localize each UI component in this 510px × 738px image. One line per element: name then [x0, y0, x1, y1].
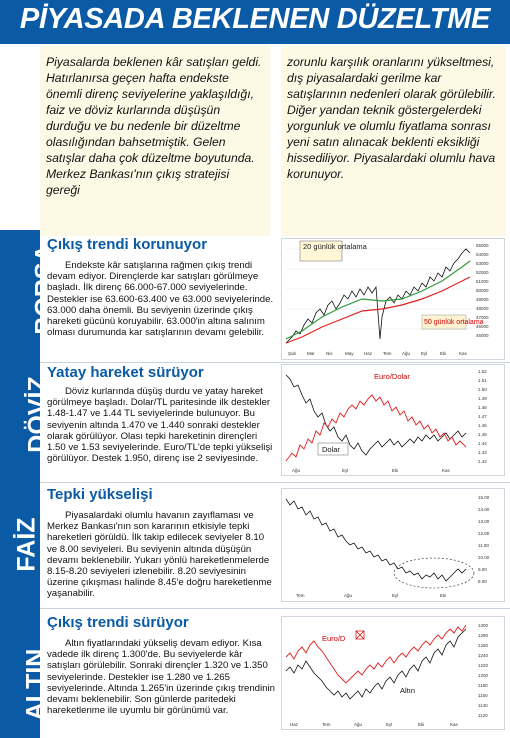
- doviz-ytick: 1.45: [478, 432, 487, 437]
- faiz-ytick: 11.00: [478, 543, 489, 548]
- borsa-ytick: 50000: [476, 288, 489, 293]
- faiz-ytick: 10.00: [478, 555, 490, 560]
- altin-ytick: 1160: [478, 693, 488, 698]
- borsa-xtick: Eki: [440, 351, 447, 356]
- chart-doviz: [281, 364, 505, 476]
- altin-ytick: 1140: [478, 703, 488, 708]
- faiz-ytick: 14.00: [478, 507, 490, 512]
- altin-eurodollar-line: [286, 625, 466, 683]
- section-title-borsa: Çıkış trendi korunuyor: [47, 236, 208, 253]
- borsa-ma20-label: 20 günlük ortalama: [303, 242, 367, 251]
- doviz-dollar-label: Dolar: [322, 445, 340, 454]
- altin-xtick: Eki: [418, 722, 425, 727]
- altin-xtick: Kas: [450, 722, 458, 727]
- faiz-ytick: 8.00: [478, 579, 487, 584]
- doviz-xtick: Eyl: [342, 468, 349, 473]
- chart-faiz-svg: [282, 489, 504, 601]
- doviz-ytick: 1.52: [478, 369, 487, 374]
- doviz-ytick: 1.51: [478, 378, 487, 383]
- section-divider: [40, 362, 510, 363]
- doviz-eurodollar-label: Euro/Dolar: [374, 372, 410, 381]
- side-label-altin: ALTIN: [21, 648, 50, 721]
- doviz-xtick: Ağu: [292, 468, 301, 473]
- altin-ytick: 1180: [478, 683, 488, 688]
- section-body-doviz: Döviz kurlarında düşüş durdu ve yatay hareket görülmeye başladı. Dolar/TL paritesinde ilk destekler 1.48-1.47 ve 1.44 TL seviyelerinde bulunuyor. Bu seviyenin altında 1.470 ve 1.440 sonraki destekler olarak görülüyor. Olası tepki hareketinin dirençleri 1.50 ve 1.53 seviyelerinde. Euro/TL'de tepki yükselişi görülüyor. Destek 1.950, direnç ise 2 seviyesinde.: [47, 386, 273, 465]
- borsa-xtick: Haz: [364, 351, 373, 356]
- doviz-ytick: 1.42: [478, 459, 487, 464]
- doviz-dollar-line: [286, 375, 466, 455]
- section-body-faiz: Piyasalardaki olumlu havanın zayıflaması ve Merkez Bankası'nın son kararının etkisiyle tepki hareketleri görüldü. İlk takip edilecek seviyeler 8.10 ve 8.00 seviyeleri. Bu seviyenin altında düşüşün devamı beklenebilir. Yukarı yönlü hareketlenmelerde 8.15-8.20 seviyeleri izlenebilir. 8.20 seviyesinin üzerine çıkışması halinde 8.45'e doğru hareketlenme yaşanabilir.: [47, 510, 272, 600]
- borsa-xtick: May: [345, 351, 354, 356]
- faiz-ytick: 13.00: [478, 519, 490, 524]
- faiz-ytick: 15.00: [478, 495, 490, 500]
- section-title-altin: Çıkış trendi sürüyor: [47, 614, 189, 631]
- faiz-xtick: Eki: [440, 593, 447, 598]
- doviz-ytick: 1.46: [478, 423, 487, 428]
- faiz-xtick: Ağu: [344, 593, 353, 598]
- borsa-ma50-label: 50 günlük ortalama: [424, 319, 484, 326]
- borsa-ytick: 45000: [476, 333, 489, 338]
- intro-text-left: Piyasalarda beklenen kâr satışları geldi. Hatırlanırsa geçen hafta endekste önemli direnç seviyelerine yaklaşıldığı, faiz ve döviz kurlarında düşüşün durduğu ve bu nedenle bir düzeltme olasılığından bahsetmiştik. Gelen satışlar daha çok düzeltme boyutunda. Merkez Bankası'nın çıkış stratejisi gereği: [46, 55, 262, 197]
- borsa-ytick: 49000: [476, 297, 489, 302]
- borsa-xtick: Ağu: [402, 351, 411, 356]
- borsa-ytick: 48000: [476, 306, 489, 311]
- chart-altin: [281, 616, 505, 730]
- chart-borsa-svg: [282, 239, 504, 359]
- doviz-ytick: 1.50: [478, 387, 487, 392]
- altin-ytick: 1300: [478, 623, 489, 628]
- headline-bar: [0, 0, 510, 44]
- section-body-borsa: Endekste kâr satışlarına rağmen çıkış trendi devam ediyor. Dirençlerde kar satışları görülmeye başladı. İlk direnç 66.000-67.000 seviyelerinde. Destekler ise 63.600-63.400 ve 63.000 seviyelerinde. 63.000 daha önemli. Bu seviyenin üzerinde çıkış hareketi gücünü koruyabilir. 63.000'in altına salınım olması durumunda kar satışlarının devamı gelebilir.: [47, 260, 274, 339]
- borsa-ytick: 54000: [476, 252, 489, 257]
- altin-xtick: Haz: [290, 722, 299, 727]
- borsa-xtick: Kas: [459, 351, 467, 356]
- section-title-faiz: Tepki yükselişi: [47, 486, 153, 503]
- altin-ytick: 1240: [478, 653, 489, 658]
- doviz-xtick: Kas: [442, 468, 450, 473]
- doviz-ytick: 1.47: [478, 414, 487, 419]
- chart-altin-svg: [282, 617, 504, 729]
- intro-text-right: zorunlu karşılık oranlarını yükseltmesi, dış piyasalardaki gerilme kar satışlarının nedenleri olarak görülebilir. Diğer yandan teknik göstergelerdeki yorgunluk ve olumlu fiyatlama sonrası yeni satın alınacak beklenti eksikliği hissediliyor. Piyasalardaki olumlu hava korunuyor.: [287, 55, 496, 181]
- altin-ytick: 1280: [478, 633, 489, 638]
- borsa-ytick: 53000: [476, 261, 489, 266]
- altin-gold-line: [286, 629, 466, 699]
- altin-ytick: 1220: [478, 663, 489, 668]
- doviz-ytick: 1.48: [478, 405, 487, 410]
- doviz-ytick: 1.49: [478, 396, 487, 401]
- borsa-xtick: Tem: [383, 351, 392, 356]
- faiz-ytick: 12.00: [478, 531, 490, 536]
- faiz-xtick: Eyl: [392, 593, 399, 598]
- altin-gold-label: Altın: [400, 686, 416, 695]
- borsa-ytick: 52000: [476, 270, 489, 275]
- section-title-doviz: Yatay hareket sürüyor: [47, 364, 204, 381]
- chart-faiz: [281, 488, 505, 602]
- doviz-ytick: 1.43: [478, 450, 487, 455]
- side-label-doviz: DÖVİZ: [23, 376, 52, 453]
- borsa-ma50-line: [286, 277, 470, 343]
- altin-xtick: Eyl: [386, 722, 393, 727]
- altin-ytick: 1260: [478, 643, 489, 648]
- section-divider: [40, 482, 510, 483]
- headline: PİYASADA BEKLENEN DÜZELTME: [19, 3, 491, 35]
- doviz-xtick: Eki: [392, 468, 399, 473]
- doviz-ytick: 1.44: [478, 441, 487, 446]
- borsa-xtick: Şub: [288, 351, 297, 356]
- borsa-xtick: Eyl: [421, 351, 428, 356]
- section-divider: [40, 608, 510, 609]
- intro-column-right: [281, 46, 506, 236]
- borsa-xtick: Mar: [307, 351, 315, 356]
- section-body-altin: Altın fiyatlarındaki yükseliş devam ediyor. Kısa vadede ilk direnç 1.300'de. Bu seviyelerde kâr satışları görülebilir. Sonraki dirençler 1.320 ve 1.350 seviyelerinde. Destekler ise 1.280 ve 1.265 seviyelerinde. Altında 1.265'in üzerinde çıkış trendinin devamı beklenebilir. Son günlerde paritedeki hareketlenme ile uyumlu bir görünümü var.: [47, 638, 275, 717]
- chart-doviz-svg: [282, 365, 504, 475]
- borsa-xtick: Nis: [326, 351, 333, 356]
- chart-borsa: [281, 238, 505, 360]
- side-label-faiz: FAİZ: [12, 517, 41, 572]
- intro-column-left: [40, 46, 270, 236]
- altin-eurodollar-label: Euro/D: [322, 634, 346, 643]
- doviz-eurodollar-line: [286, 395, 466, 461]
- faiz-rate-line: [286, 499, 466, 581]
- borsa-ytick: 51000: [476, 279, 489, 284]
- borsa-ytick: 47000: [476, 315, 489, 320]
- faiz-xtick: Tem: [296, 593, 305, 598]
- borsa-ytick: 55000: [476, 243, 489, 248]
- altin-xtick: Tem: [322, 722, 331, 727]
- altin-ytick: 1120: [478, 713, 488, 718]
- side-label-borsa: BORSA: [30, 244, 59, 335]
- altin-xtick: Ağu: [354, 722, 363, 727]
- faiz-ytick: 9.00: [478, 567, 487, 572]
- altin-ytick: 1200: [478, 673, 489, 678]
- borsa-ytick: 46000: [476, 324, 489, 329]
